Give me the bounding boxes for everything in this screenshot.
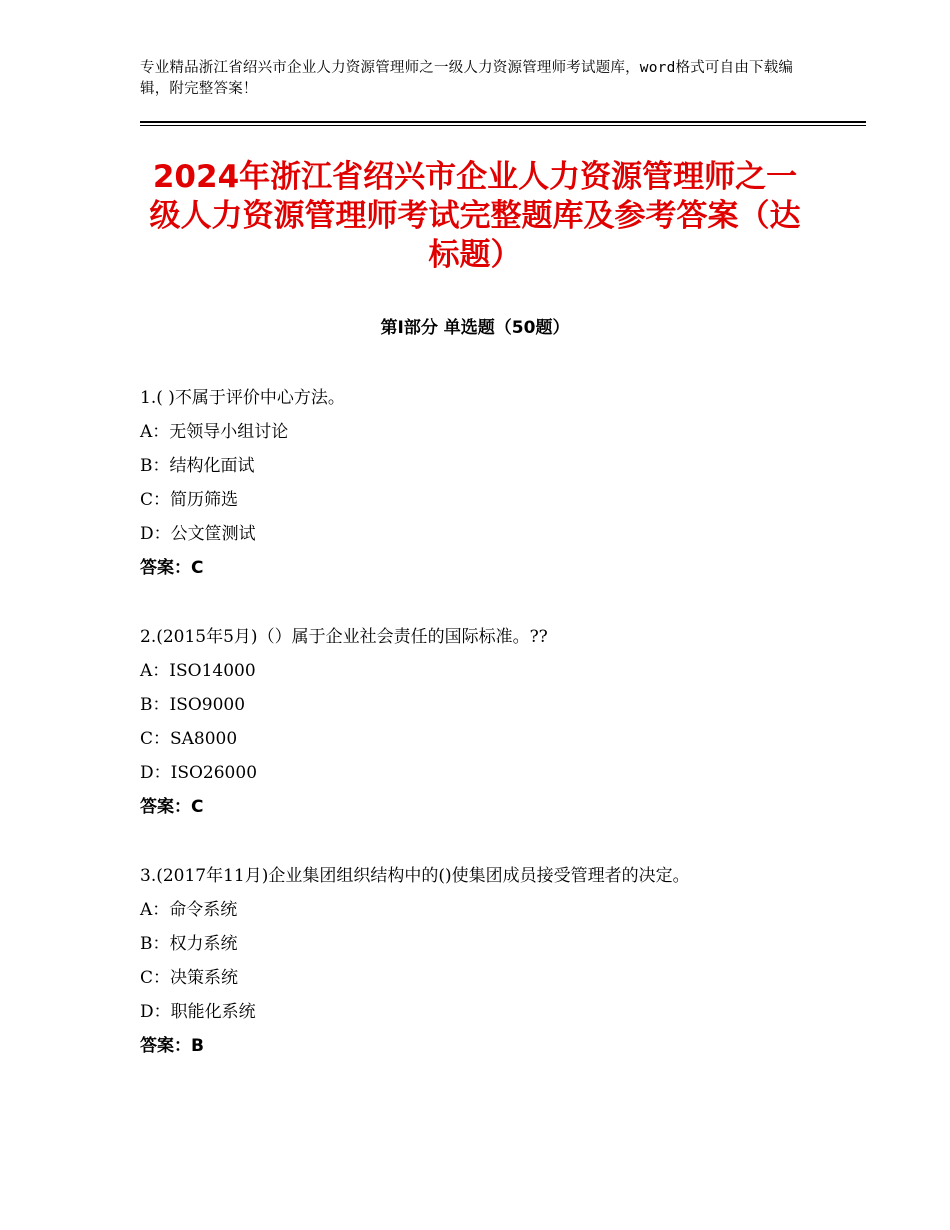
option-c: C：决策系统 xyxy=(140,968,239,988)
option-a: A：ISO14000 xyxy=(140,661,256,681)
option-d: D：公文筐测试 xyxy=(140,524,256,544)
option-c: C：简历筛选 xyxy=(140,490,239,510)
question-1 xyxy=(140,381,810,585)
document-title: 2024年浙江省绍兴市企业人力资源管理师之一级人力资源管理师考试完整题库及参考答案（达标题） xyxy=(149,159,801,273)
question-spacer xyxy=(140,824,810,859)
question-stem: 2.(2015年5月)（）属于企业社会责任的国际标准。?? xyxy=(140,627,548,647)
question-stem: 3.(2017年11月)企业集团组织结构中的()使集团成员接受管理者的决定。 xyxy=(140,866,690,886)
header-rule-thin xyxy=(140,125,866,126)
option-d: D：职能化系统 xyxy=(140,1002,256,1022)
question-spacer xyxy=(140,585,810,620)
option-b: B：结构化面试 xyxy=(140,456,255,476)
question-list xyxy=(140,381,810,1063)
answer: 答案：B xyxy=(140,1036,204,1056)
question-2 xyxy=(140,620,810,824)
answer: 答案：C xyxy=(140,558,204,578)
option-b: B：权力系统 xyxy=(140,934,238,954)
option-d: D：ISO26000 xyxy=(140,763,258,783)
option-a: A：命令系统 xyxy=(140,900,238,920)
section-title: 第Ⅰ部分 单选题（50题） xyxy=(380,318,570,338)
option-a: A：无领导小组讨论 xyxy=(140,422,289,442)
question-stem: 1.( )不属于评价中心方法。 xyxy=(140,388,345,408)
header-note: 专业精品浙江省绍兴市企业人力资源管理师之一级人力资源管理师考试题库，word格式可自由下载编辑，附完整答案！ xyxy=(140,60,794,97)
question-3 xyxy=(140,859,810,1063)
option-c: C：SA8000 xyxy=(140,729,238,749)
option-b: B：ISO9000 xyxy=(140,695,246,715)
answer: 答案：C xyxy=(140,797,204,817)
header-rule-thick xyxy=(140,121,866,123)
